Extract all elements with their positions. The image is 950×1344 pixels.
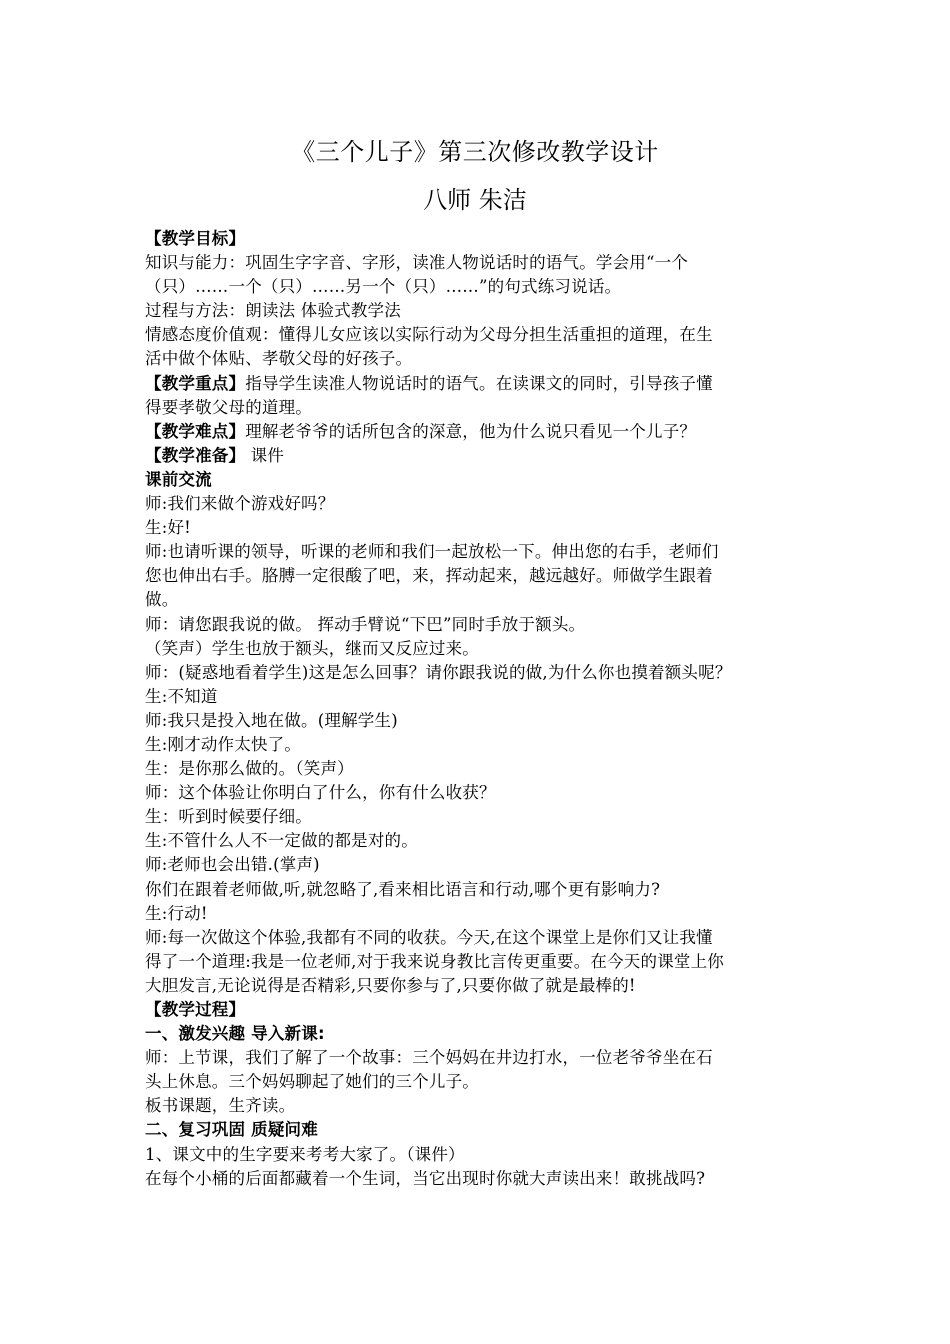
text-line	[145, 661, 810, 685]
line-text: 在每个小桶的后面都藏着一个生词，当它出现时你就大声读出来！敢挑战吗?	[145, 1168, 706, 1188]
line-text: 课件	[245, 445, 285, 465]
text-line	[145, 1070, 810, 1094]
line-text: 你们在跟着老师做,听,就忽略了,看来相比语言和行动,哪个更有影响力?	[145, 879, 661, 899]
text-line	[145, 1167, 810, 1191]
text-line	[145, 1022, 810, 1046]
bold-heading: 课前交流	[145, 469, 212, 489]
text-line	[145, 323, 810, 347]
line-text: （笑声）学生也放于额头，继而又反应过来。	[145, 638, 479, 658]
line-text: 师:我们来做个游戏好吗？	[145, 494, 335, 514]
text-line	[145, 781, 810, 805]
text-line	[145, 637, 810, 661]
text-line	[145, 926, 810, 950]
line-text: 师：(疑惑地看着学生)这是怎么回事？请你跟我说的做,为什么你也摸着额头呢？	[145, 662, 732, 682]
text-line	[145, 1046, 810, 1070]
line-text: 指导学生读准人物说话时的语气。在读课文的同时，引导孩子懂	[245, 373, 713, 393]
line-text: 1、课文中的生字要来考考大家了。（课件）	[145, 1144, 465, 1164]
bold-heading: 【教学重点】	[145, 373, 246, 393]
line-text: 生：是你那么做的。（笑声）	[145, 759, 354, 779]
line-text: 您也伸出右手。胳膊一定很酸了吧，来，挥动起来，越远越好。师做学生跟着	[145, 566, 713, 586]
text-line	[145, 974, 810, 998]
text-line	[145, 516, 810, 540]
text-line	[145, 829, 810, 853]
text-line	[145, 275, 810, 299]
line-text: 知识与能力：巩固生字字音、字形，读准人物说话时的语气。学会用“一个	[145, 253, 689, 273]
line-text: 活中做个体贴、孝敬父母的好孩子。	[145, 349, 413, 369]
line-text: 生:不管什么人不一定做的都是对的。	[145, 831, 418, 851]
bold-heading: 二、复习巩固 质疑问难	[145, 1120, 318, 1140]
text-line	[145, 733, 810, 757]
text-line	[145, 372, 810, 396]
line-text: 生:好!	[145, 518, 191, 538]
text-line	[145, 444, 810, 468]
document-author: 八师 朱洁	[423, 186, 527, 214]
text-line	[145, 998, 810, 1022]
text-line	[145, 1118, 810, 1142]
text-line	[145, 227, 810, 251]
bold-heading: 【教学过程】	[145, 1000, 246, 1019]
line-text: 师:老师也会出错.(掌声)	[145, 855, 320, 875]
line-text: 板书课题，生齐读。	[145, 1096, 296, 1116]
line-text: 师:我只是投入地在做。(理解学生)	[145, 710, 398, 730]
text-line	[145, 420, 810, 444]
text-line	[145, 853, 810, 877]
line-text: 师:也请听课的领导，听课的老师和我们一起放松一下。伸出您的右手，老师们	[145, 542, 719, 562]
line-text: 得了一个道理:我是一位老师,对于我来说身教比言传更重要。在今天的课堂上你	[145, 951, 725, 971]
line-text: 得要孝敬父母的道理。	[145, 397, 312, 417]
text-line	[145, 251, 810, 275]
text-line	[145, 564, 810, 588]
bold-heading: 一、激发兴趣 导入新课:	[145, 1024, 325, 1044]
line-text: 师：这个体验让你明白了什么，你有什么收获？	[145, 783, 496, 803]
bold-heading: 【教学目标】	[145, 229, 246, 248]
line-text: 生:行动!	[145, 903, 208, 923]
text-line	[145, 1143, 810, 1167]
text-line	[145, 588, 810, 612]
text-line	[145, 299, 810, 323]
bold-heading: 【教学难点】	[145, 421, 246, 441]
text-line	[145, 396, 810, 420]
text-line	[145, 1094, 810, 1118]
line-text: （只）……一个（只）……另一个（只）……”的句式练习说话。	[145, 277, 622, 297]
line-text: 师:每一次做这个体验,我都有不同的收获。今天,在这个课堂上是你们又让我懂	[145, 927, 713, 947]
document-title: 《三个儿子》第三次修改教学设计	[291, 138, 659, 166]
line-text: 师：上节课，我们了解了一个故事：三个妈妈在井边打水，一位老爷爷坐在石	[145, 1048, 713, 1068]
line-text: 生:不知道	[145, 686, 218, 706]
text-line	[145, 757, 810, 781]
line-text: 做。	[145, 590, 179, 610]
text-line	[145, 540, 810, 564]
text-line	[145, 468, 810, 492]
text-line	[145, 902, 810, 926]
line-text: 过程与方法：朗读法 体验式教学法	[145, 301, 401, 321]
line-text: 师：请您跟我说的做。 挥动手臂说“下巴”同时手放于额头。	[145, 614, 586, 634]
text-line	[145, 878, 810, 902]
document-body	[145, 227, 810, 1191]
text-line	[145, 709, 810, 733]
text-line	[145, 805, 810, 829]
line-text: 大胆发言,无论说得是否精彩,只要你参与了,只要你做了就是最棒的!	[145, 975, 636, 995]
line-text: 理解老爷爷的话所包含的深意，他为什么说只看见一个儿子？	[245, 421, 697, 441]
line-text: 头上休息。三个妈妈聊起了她们的三个儿子。	[145, 1072, 479, 1092]
text-line	[145, 347, 810, 371]
text-line	[145, 685, 810, 709]
text-line	[145, 613, 810, 637]
line-text: 生:刚才动作太快了。	[145, 734, 302, 754]
line-text: 生：听到时候要仔细。	[145, 807, 312, 827]
text-line	[145, 492, 810, 516]
bold-heading: 【教学准备】	[145, 445, 246, 465]
line-text: 情感态度价值观：懂得儿女应该以实际行动为父母分担生活重担的道理，在生	[145, 325, 713, 345]
text-line	[145, 950, 810, 974]
